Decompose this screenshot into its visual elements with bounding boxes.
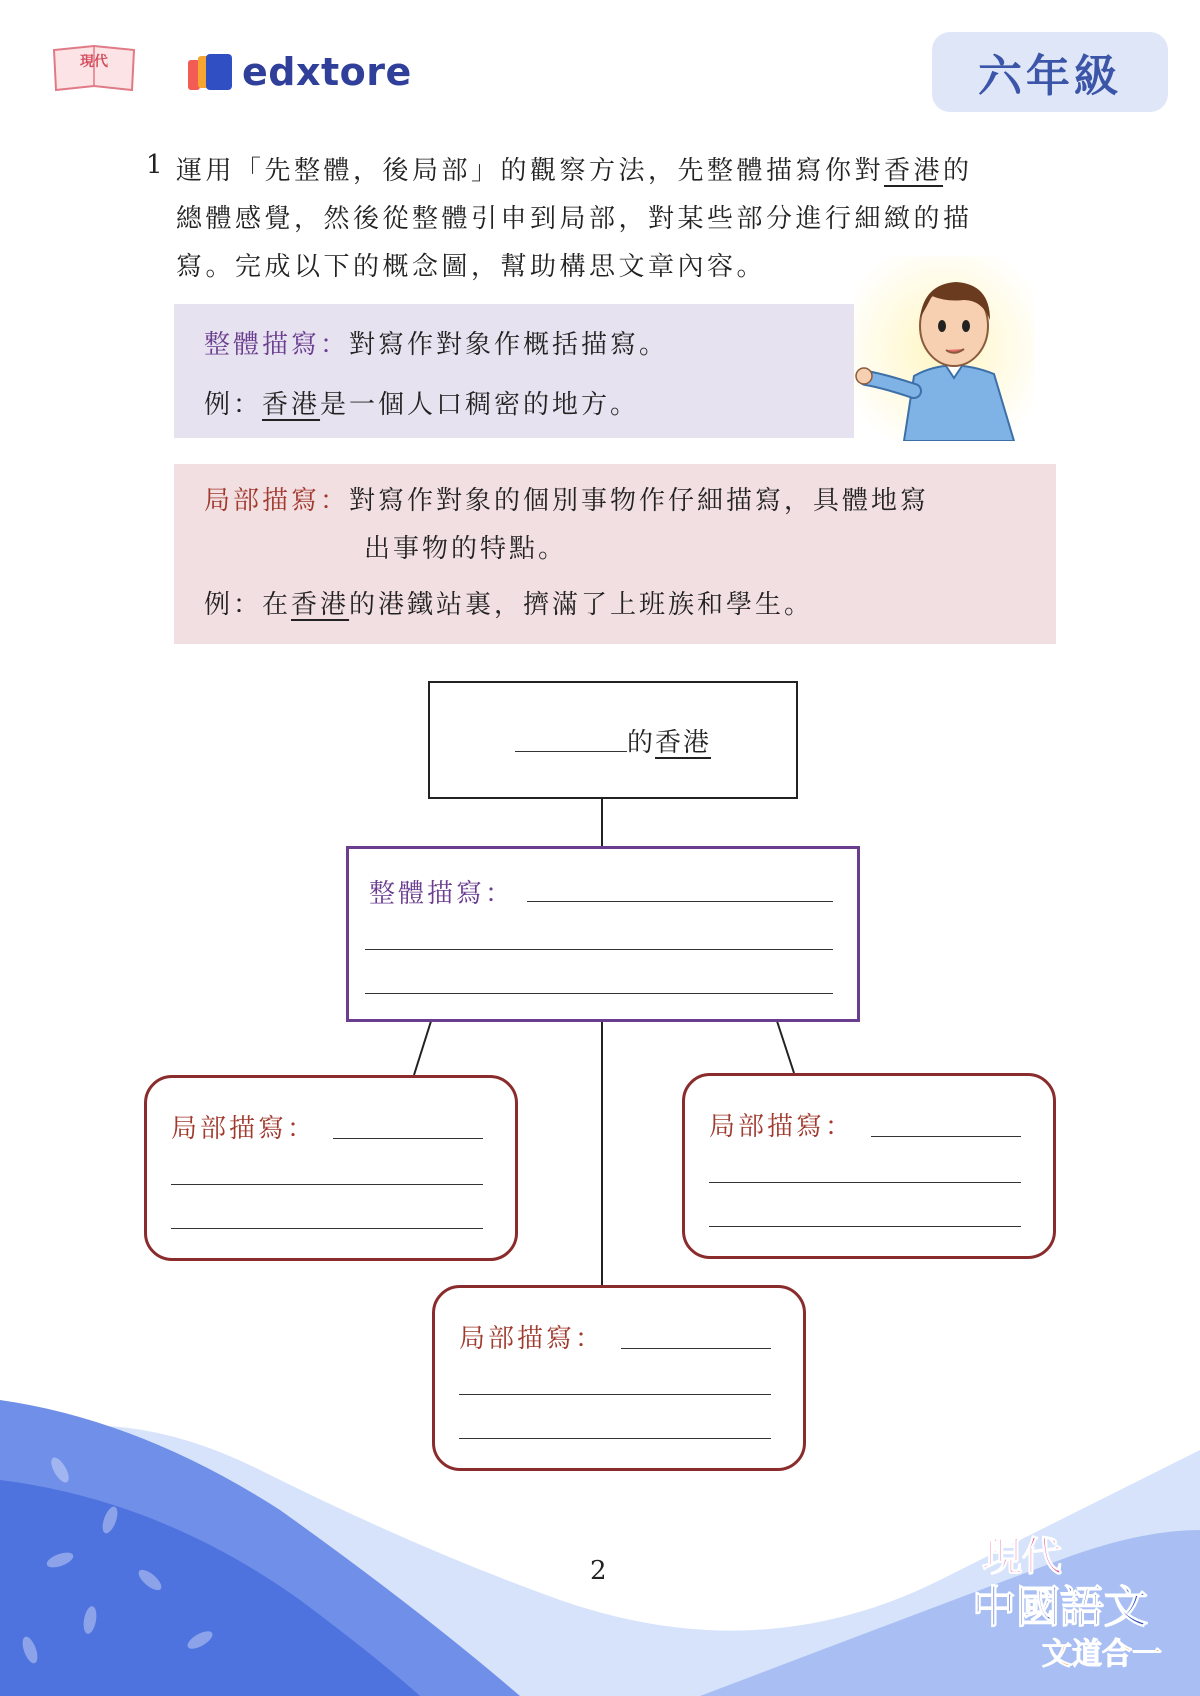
local-left-answer-line-1[interactable] <box>333 1138 483 1139</box>
topic-node: 的 香港 <box>428 681 798 799</box>
series-logo-line-2: 中國語文 <box>972 1582 1148 1633</box>
local-definition-line-1: 局部描寫：對寫作對象的個別事物作仔細描寫，具體地寫 <box>204 486 930 516</box>
local-definition-line-2: 出事物的特點。 <box>364 534 568 564</box>
local-node-right-label: 局部描寫： <box>709 1112 855 1142</box>
question-line-1: 運用「先整體，後局部」的觀察方法，先整體描寫你對香港的 <box>176 156 973 186</box>
overall-definition: 整體描寫：對寫作對象作概括描寫。 <box>204 330 669 360</box>
question-line-2: 總體感覺，然後從整體引申到局部，對某些部分進行細緻的描 <box>176 204 973 234</box>
local-left-answer-line-2[interactable] <box>171 1184 483 1185</box>
local-bottom-answer-line-1[interactable] <box>621 1348 771 1349</box>
overall-answer-line-1[interactable] <box>527 901 833 902</box>
overall-node <box>346 846 860 1022</box>
grade-badge: 六年級 <box>932 32 1168 112</box>
local-right-answer-line-2[interactable] <box>709 1182 1021 1183</box>
overall-example: 例：香港是一個人口稠密的地方。 <box>204 390 640 420</box>
question-line-3: 寫。完成以下的概念圖，幫助構思文章內容。 <box>176 252 767 282</box>
series-logo <box>972 1526 1172 1676</box>
question-number: 1 <box>146 150 163 180</box>
overall-answer-line-2[interactable] <box>365 949 833 950</box>
local-right-answer-line-1[interactable] <box>871 1136 1021 1137</box>
local-node-bottom-label: 局部描寫： <box>459 1324 605 1354</box>
local-example: 例：在香港的港鐵站裏，擠滿了上班族和學生。 <box>204 590 814 620</box>
topic-blank[interactable] <box>515 729 627 752</box>
local-node-left-label: 局部描寫： <box>171 1114 317 1144</box>
brand-name: edxtore <box>242 50 412 94</box>
page-number: 2 <box>590 1556 607 1586</box>
series-logo-line-3: 文道合一 <box>1042 1637 1162 1672</box>
series-logo-line-1: 現代 <box>982 1534 1062 1580</box>
overall-answer-line-3[interactable] <box>365 993 833 994</box>
local-right-answer-line-3[interactable] <box>709 1226 1021 1227</box>
local-node-right <box>682 1073 1056 1259</box>
local-left-answer-line-3[interactable] <box>171 1228 483 1229</box>
publisher-logo-text: 現代 <box>80 54 108 70</box>
local-node-left <box>144 1075 518 1261</box>
overall-node-label: 整體描寫： <box>369 879 515 909</box>
